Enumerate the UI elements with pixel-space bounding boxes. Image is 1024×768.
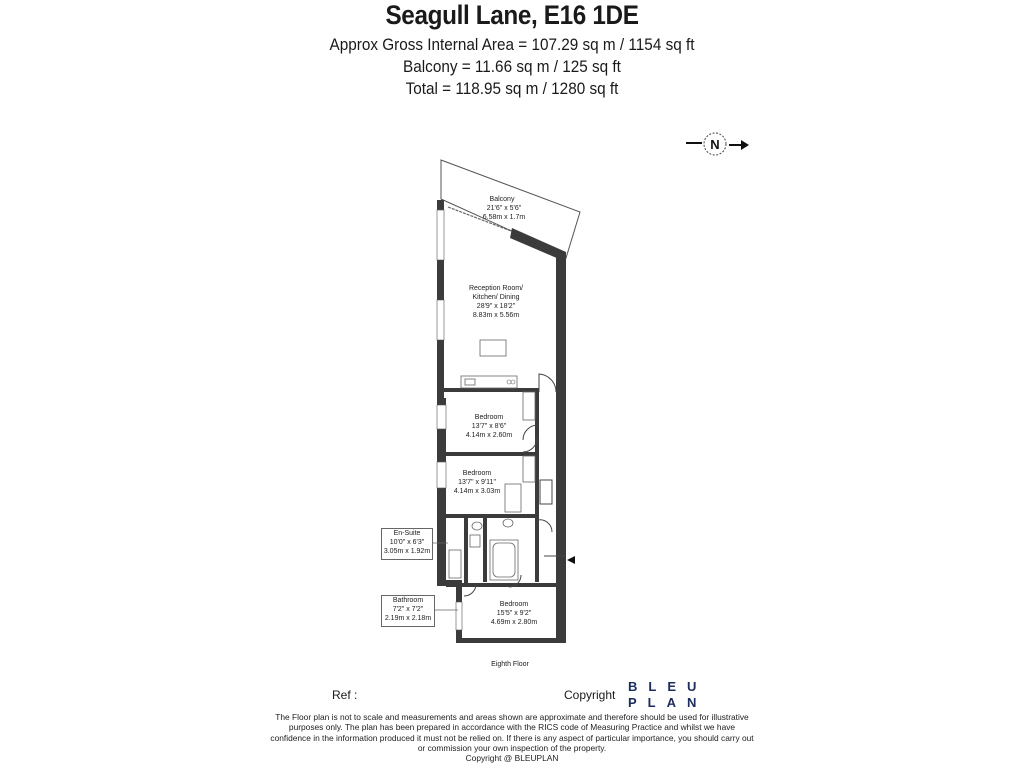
bedroom-2-label xyxy=(454,470,500,495)
bedroom-3-label xyxy=(491,601,537,626)
reception-room-label xyxy=(469,285,523,319)
svg-text:21'6" x 5'6": 21'6" x 5'6" xyxy=(486,205,522,212)
balcony-area: Balcony = 11.66 sq m / 125 sq ft xyxy=(403,57,621,76)
svg-text:6.58m x 1.7m: 6.58m x 1.7m xyxy=(482,214,526,221)
svg-text:15'5" x 9'2": 15'5" x 9'2" xyxy=(496,610,532,617)
svg-text:4.14m x 3.03m: 4.14m x 3.03m xyxy=(453,488,501,495)
svg-text:Kitchen/ Dining: Kitchen/ Dining xyxy=(472,294,520,301)
svg-text:Reception Room/: Reception Room/ xyxy=(468,285,524,292)
ref-label: Ref : xyxy=(332,688,358,702)
bleuplan-logo: BLEU PLAN xyxy=(628,679,708,710)
svg-text:4.14m x 2.60m: 4.14m x 2.60m xyxy=(465,432,513,439)
gross-internal-area: Approx Gross Internal Area = 107.29 sq m / 1154 sq ft xyxy=(329,35,695,54)
svg-text:13'7" x 8'6": 13'7" x 8'6" xyxy=(471,423,507,430)
floor-name: Eighth Floor xyxy=(491,661,529,668)
svg-text:13'7" x 9'11": 13'7" x 9'11" xyxy=(458,479,496,486)
svg-text:Bedroom: Bedroom xyxy=(474,414,504,421)
copyright-label: Copyright xyxy=(564,688,616,702)
svg-text:4.69m x 2.80m: 4.69m x 2.80m xyxy=(490,619,538,626)
svg-text:8.83m x 5.56m: 8.83m x 5.56m xyxy=(472,312,520,319)
balcony-label xyxy=(483,196,526,221)
ensuite-label: En-Suite 10'0" x 6'3" 3.05m x 1.92m xyxy=(381,528,433,560)
svg-text:Bedroom: Bedroom xyxy=(499,601,529,608)
total-area: Total = 118.95 sq m / 1280 sq ft xyxy=(405,79,619,98)
disclaimer-text: The Floor plan is not to scale and measurements and areas shown are approximate and therefore should be used for illustrative purposes only. The plan has been prepared in accordance with the RICS code of Measuring Practice and whilst we have confidence in the information produced it must not be relied on. If there is any aspect of particular importance, you should carry out or commission your own inspection of the property. xyxy=(270,712,754,754)
compass-n-label: N xyxy=(710,137,720,152)
bedroom-1-label xyxy=(466,414,512,439)
bathroom-label: Bathroom 7'2" x 7'2" 2.19m x 2.18m xyxy=(381,595,435,627)
north-compass-icon xyxy=(686,133,749,155)
svg-text:Bedroom: Bedroom xyxy=(462,470,492,477)
footer-copyright: Copyright @ BLEUPLAN xyxy=(465,753,559,763)
svg-text:Balcony: Balcony xyxy=(489,196,515,203)
page-title: Seagull Lane, E16 1DE xyxy=(385,0,639,30)
svg-text:28'9" x 18'2": 28'9" x 18'2" xyxy=(476,303,516,310)
